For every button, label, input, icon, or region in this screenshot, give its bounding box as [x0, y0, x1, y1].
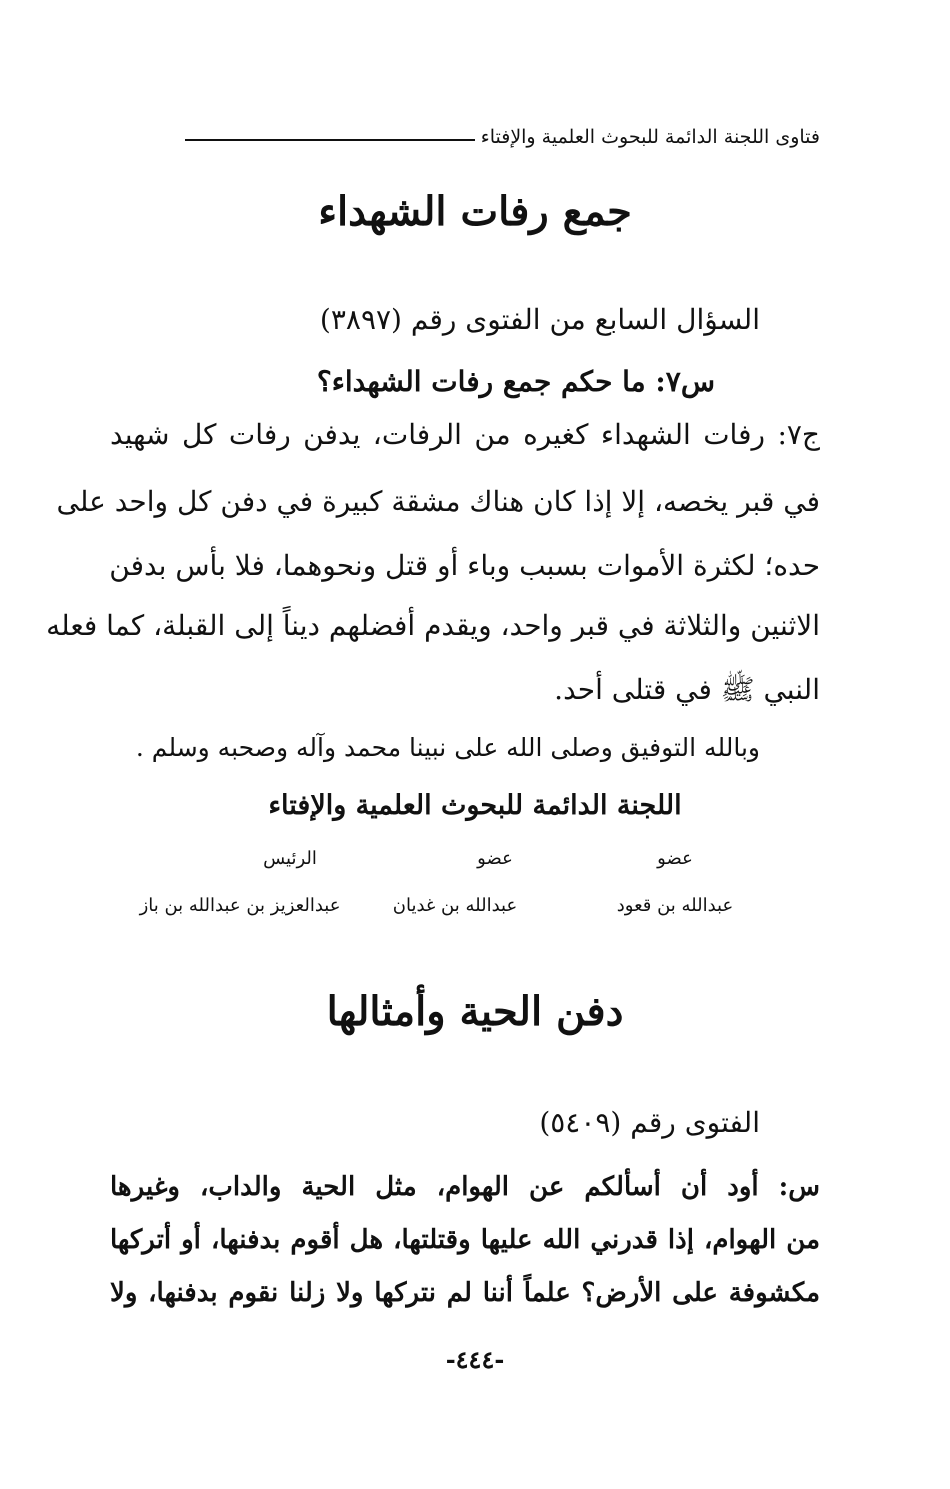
- signatory-role-1: عضو: [657, 848, 693, 869]
- page-number: -٤٤٤-: [445, 1345, 505, 1374]
- question-line-2-3: مكشوفة على الأرض؟ علماً أننا لم نتركها ولا زلنا نقوم بدفنها، ولا: [110, 1278, 820, 1308]
- signatory-role-2: عضو: [477, 848, 513, 869]
- section-title-snake: دفن الحية وأمثالها: [326, 988, 624, 1035]
- signatory-name-2: عبدالله بن غديان: [392, 895, 518, 916]
- signatory-role-3: الرئيس: [263, 848, 317, 869]
- running-header-title: فتاوى اللجنة الدائمة للبحوث العلمية والإفتاء: [480, 126, 820, 148]
- closing-line: وبالله التوفيق وصلى الله على نبينا محمد وآله وصحبه وسلم .: [135, 733, 760, 762]
- answer-line-4: الاثنين والثلاثة في قبر واحد، ويقدم أفضلهم ديناً إلى القبلة، كما فعله: [46, 609, 820, 642]
- answer-line-3: حده؛ لكثرة الأموات بسبب وباء أو قتل ونحوهما، فلا بأس بدفن: [109, 549, 820, 582]
- signatory-name-1: عبدالله بن قعود: [616, 895, 734, 916]
- fatwa-number-line-2: الفتوى رقم (٥٤٠٩): [539, 1106, 760, 1139]
- question-line-2-2: من الهوام، إذا قدرني الله عليها وقتلتها، هل أقوم بدفنها، أو أتركها: [110, 1225, 820, 1255]
- fatwa-number-line: السؤال السابع من الفتوى رقم (٣٨٩٧): [319, 303, 760, 336]
- signatory-name-3: عبدالعزيز بن عبدالله بن باز: [139, 895, 341, 916]
- question-line: س٧: ما حكم جمع رفات الشهداء؟: [316, 365, 715, 398]
- committee-title: اللجنة الدائمة للبحوث العلمية والإفتاء: [268, 790, 682, 821]
- answer-line-1: ج٧: رفات الشهداء كغيره من الرفات، يدفن رفات كل شهيد: [110, 418, 820, 451]
- answer-line-2: في قبر يخصه، إلا إذا كان هناك مشقة كبيرة في دفن كل واحد على: [56, 485, 820, 518]
- running-header: [185, 112, 820, 148]
- question-line-2-1: س: أود أن أسألكم عن الهوام، مثل الحية والداب، وغيرها: [110, 1172, 820, 1202]
- running-header-rule: [185, 139, 475, 141]
- section-title-martyrs: جمع رفات الشهداء: [318, 188, 632, 235]
- answer-line-5: النبي ﷺ في قتلى أحد.: [554, 673, 820, 706]
